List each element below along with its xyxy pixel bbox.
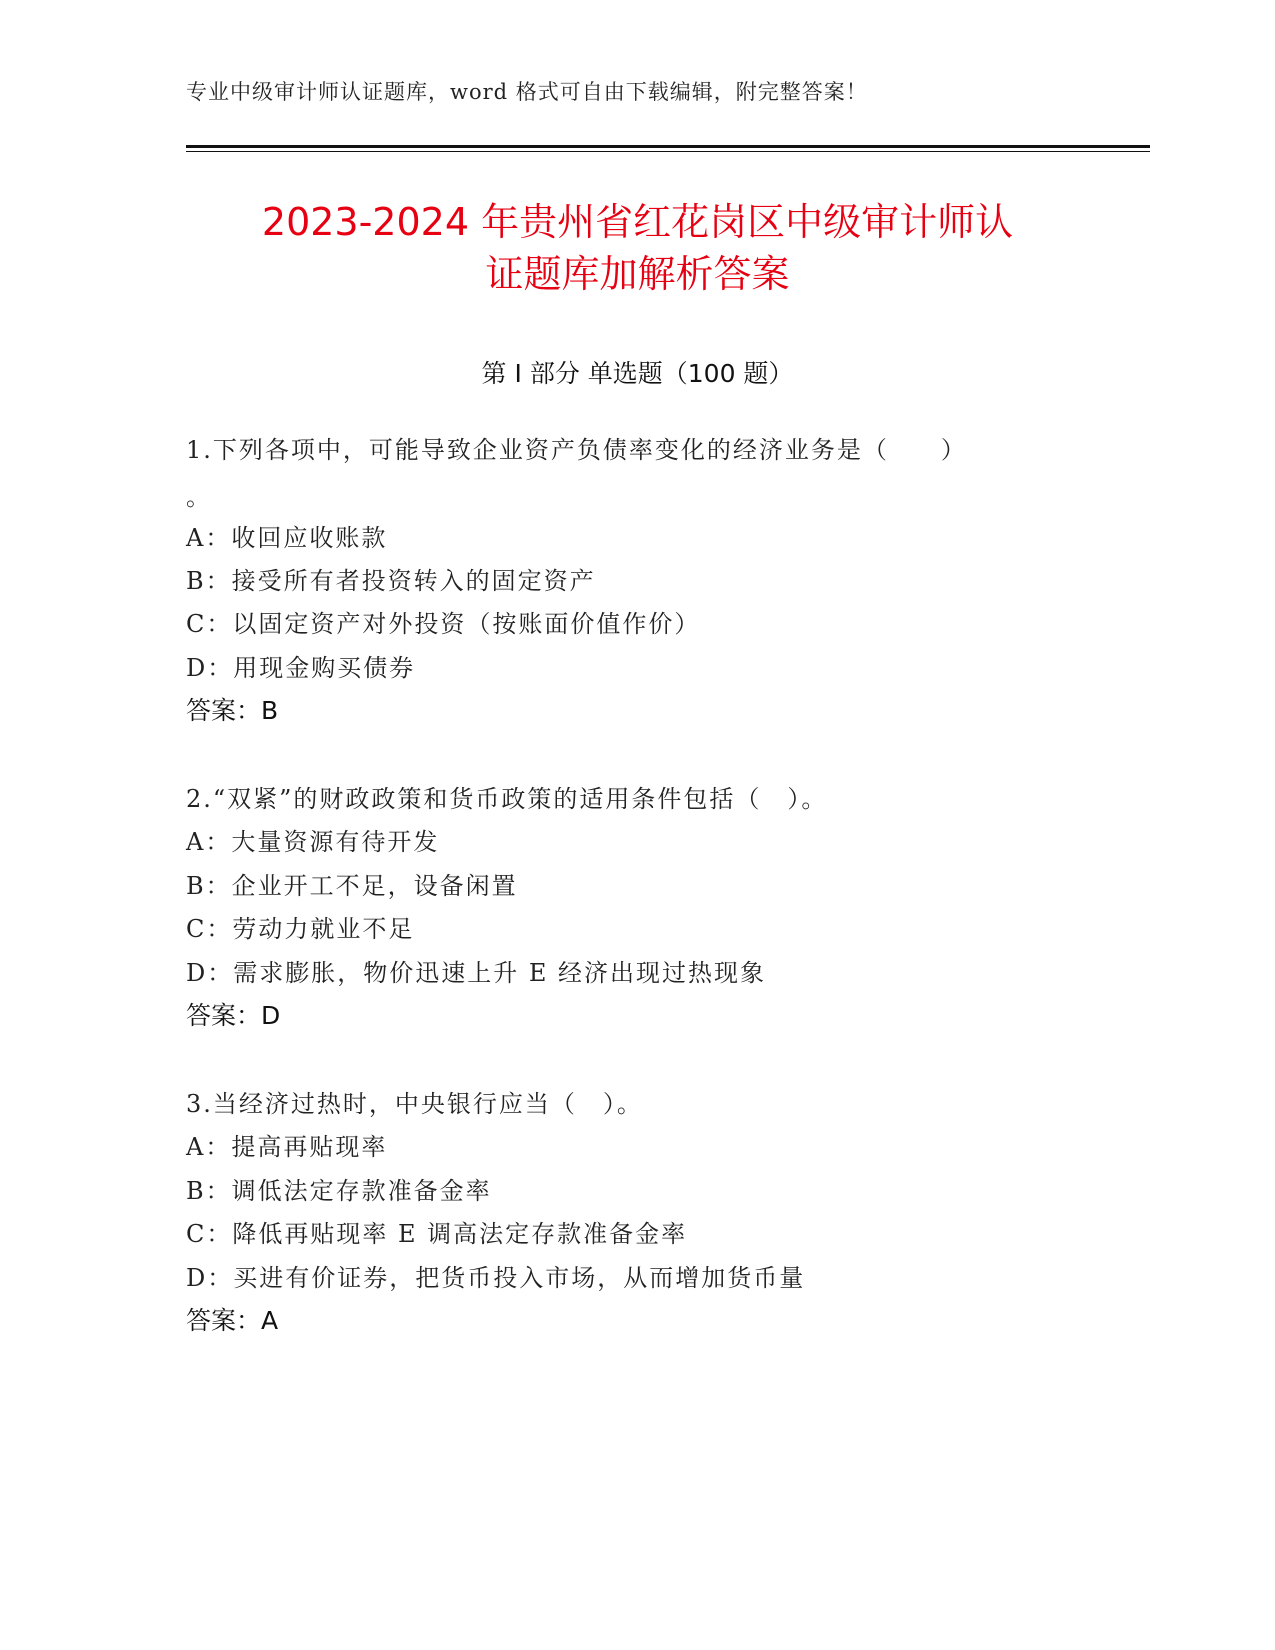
question-3-option-c: C：降低再贴现率 E 调高法定存款准备金率 bbox=[186, 1220, 688, 1248]
question-2-option-b: B：企业开工不足，设备闲置 bbox=[186, 872, 518, 900]
question-1-option-b: B：接受所有者投资转入的固定资产 bbox=[186, 567, 596, 595]
title-line-2: 证题库加解析答案 bbox=[485, 252, 790, 296]
question-1-answer: 答案：B bbox=[186, 696, 279, 725]
header-rule-thick bbox=[186, 145, 1150, 148]
question-2-option-c: C：劳动力就业不足 bbox=[186, 915, 415, 943]
question-3-stem: 3.当经济过热时，中央银行应当（ ）。 bbox=[186, 1090, 643, 1118]
question-1-stem: 1.下列各项中，可能导致企业资产负债率变化的经济业务是（ ） bbox=[186, 436, 967, 464]
question-3-option-b: B：调低法定存款准备金率 bbox=[186, 1177, 492, 1205]
question-1-stem-continued: 。 bbox=[186, 483, 212, 511]
question-3-option-a: A：提高再贴现率 bbox=[186, 1133, 388, 1161]
question-1-option-a: A：收回应收账款 bbox=[186, 524, 388, 552]
header-note: 专业中级审计师认证题库，word 格式可自由下载编辑，附完整答案！ bbox=[186, 80, 868, 104]
question-1-option-d: D：用现金购买债券 bbox=[186, 654, 416, 682]
question-3-option-d: D：买进有价证券，把货币投入市场，从而增加货币量 bbox=[186, 1264, 806, 1292]
title-line-1: 2023-2024 年贵州省红花岗区中级审计师认 bbox=[261, 200, 1014, 244]
question-2-answer: 答案：D bbox=[186, 1001, 281, 1030]
question-2-stem: 2.“双紧”的财政政策和货币政策的适用条件包括（ ）。 bbox=[186, 785, 828, 813]
header-rule-thin bbox=[186, 151, 1150, 152]
question-3-answer: 答案：A bbox=[186, 1306, 279, 1335]
question-2-option-a: A：大量资源有待开发 bbox=[186, 828, 440, 856]
question-2-option-d: D：需求膨胀，物价迅速上升 E 经济出现过热现象 bbox=[186, 959, 767, 987]
question-1-option-c: C：以固定资产对外投资（按账面价值作价） bbox=[186, 610, 701, 638]
document-title bbox=[0, 196, 1275, 300]
section-title: 第 I 部分 单选题（100 题） bbox=[481, 359, 794, 388]
